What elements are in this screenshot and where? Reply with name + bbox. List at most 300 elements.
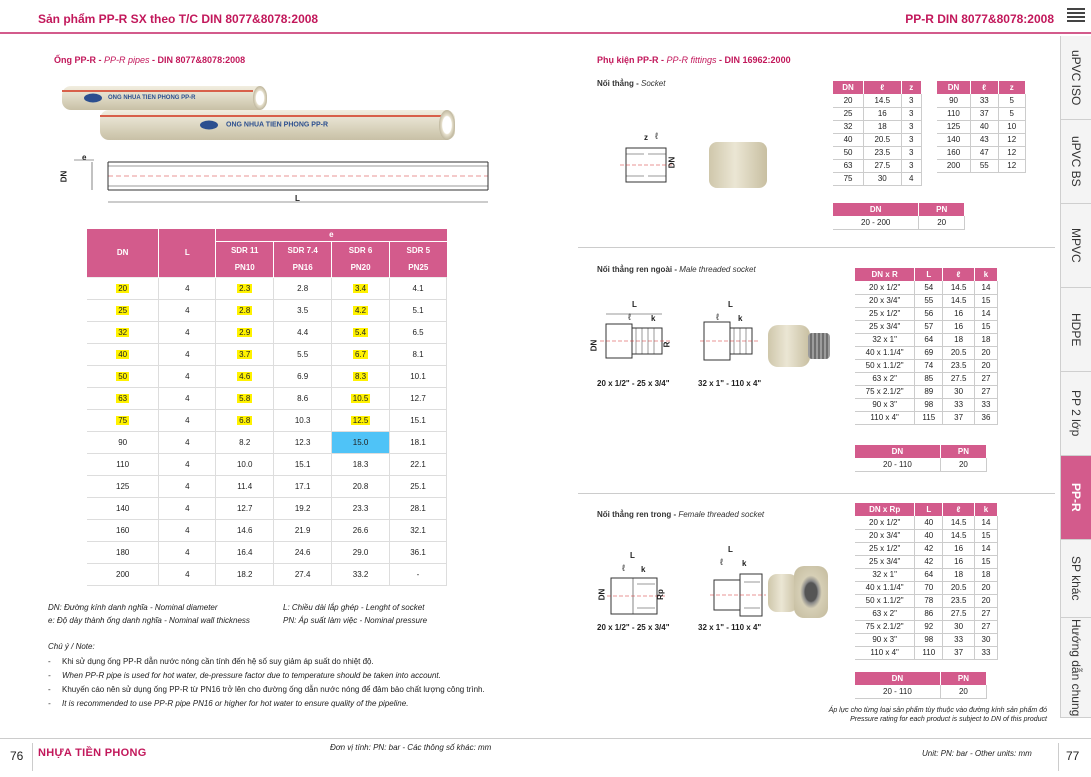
table-cell: 20.5 bbox=[943, 581, 975, 594]
table-cell: 3.5 bbox=[274, 299, 332, 321]
table-cell: 4 bbox=[901, 172, 922, 185]
table-cell: 20 bbox=[974, 359, 997, 372]
table-row bbox=[833, 94, 922, 107]
socket-photo bbox=[709, 142, 767, 188]
table-cell: 2.9 bbox=[216, 321, 274, 343]
table-cell: 140 bbox=[87, 497, 159, 519]
table-cell: 27 bbox=[974, 620, 997, 633]
left-page-title: Sản phẩm PP-R SX theo T/C DIN 8077&8078:2008 bbox=[38, 12, 319, 26]
table-cell: 6.8 bbox=[216, 409, 274, 431]
table-cell: 25 x 3/4" bbox=[855, 555, 915, 568]
table-cell: 55 bbox=[971, 159, 998, 172]
table-cell: 18 bbox=[864, 120, 901, 133]
col-header-pn: PN25 bbox=[390, 259, 447, 277]
col-header-pn: PN10 bbox=[216, 259, 274, 277]
col-header-pn: PN20 bbox=[332, 259, 390, 277]
table-cell: 27.5 bbox=[864, 159, 901, 172]
male-caption-1: 20 x 1/2" - 25 x 3/4" bbox=[597, 379, 670, 388]
female-dim-L-1: L bbox=[630, 551, 635, 560]
table-cell: 86 bbox=[915, 607, 943, 620]
tab-upvc-bs[interactable]: uPVC BS bbox=[1060, 120, 1091, 204]
table-cell: 25 x 1/2" bbox=[855, 542, 915, 555]
female-dim-l-1: ℓ bbox=[622, 563, 625, 573]
table-row bbox=[937, 120, 1026, 133]
table-cell: 3 bbox=[901, 107, 922, 120]
table-row bbox=[87, 519, 447, 541]
table-row bbox=[87, 475, 447, 497]
table-cell: 4.1 bbox=[390, 277, 447, 299]
pipe-image-small bbox=[62, 86, 267, 110]
table-row bbox=[855, 516, 998, 529]
table-cell: 180 bbox=[87, 541, 159, 563]
female-socket-table: DN x Rp L ℓ k 20 x 1/2" 40 14.5 14 20 x 3/4" 40 14.5 15 25 x 1/2" 42 16 14 25 x 3/4" 42 16 15 32 x 1" 64 18 18 40 x 1.1/4" 70 20.5 20 50 x 1.1/2" 78 23.5 20 63 x 2" 86 27.5 27 75 x 2.1/2" 92 30 27 90 x 3" 98 33 30 110 x 4" 110 37 33 bbox=[855, 503, 998, 660]
table-cell: 5 bbox=[998, 107, 1026, 120]
table-row bbox=[937, 159, 1026, 172]
tab-huong-dan-chung[interactable]: Hướng dẫn chung bbox=[1060, 618, 1091, 718]
table-cell: 4 bbox=[159, 343, 216, 365]
table-cell: 20 bbox=[974, 594, 997, 607]
table-row bbox=[87, 431, 447, 453]
female-pn-table: DN PN 20 - 110 20 bbox=[855, 672, 987, 699]
table-cell: 12.7 bbox=[390, 387, 447, 409]
table-cell: 10.1 bbox=[390, 365, 447, 387]
table-cell: 42 bbox=[915, 542, 943, 555]
col-header-dn: DN bbox=[87, 229, 159, 277]
table-cell: 110 bbox=[915, 646, 943, 659]
table-cell: 75 x 2.1/2" bbox=[855, 385, 915, 398]
table-row bbox=[833, 107, 922, 120]
table-cell: 32 bbox=[87, 321, 159, 343]
side-nav bbox=[1060, 36, 1091, 718]
table-row bbox=[833, 146, 922, 159]
table-cell: 40 bbox=[87, 343, 159, 365]
table-cell: 20 bbox=[833, 94, 864, 107]
table-row bbox=[855, 346, 998, 359]
table-cell: 78 bbox=[915, 594, 943, 607]
table-cell: 20 bbox=[87, 277, 159, 299]
table-cell: 5.8 bbox=[216, 387, 274, 409]
table-cell: 14.5 bbox=[943, 294, 975, 307]
table-cell: 2.8 bbox=[274, 277, 332, 299]
table-cell: 50 x 1.1/2" bbox=[855, 359, 915, 372]
male-socket-drawing-1 bbox=[600, 310, 670, 368]
table-cell: 14.5 bbox=[943, 516, 975, 529]
table-cell: 14.5 bbox=[864, 94, 901, 107]
table-cell: 5.4 bbox=[332, 321, 390, 343]
table-cell: 11.4 bbox=[216, 475, 274, 497]
socket-title: Nối thẳng - Socket bbox=[597, 79, 666, 88]
table-cell: 160 bbox=[937, 146, 971, 159]
table-row bbox=[87, 343, 447, 365]
male-dim-dn-1: DN bbox=[589, 339, 599, 352]
tab-upvc-iso[interactable]: uPVC ISO bbox=[1060, 36, 1091, 120]
tab-pp-r[interactable]: PP-R bbox=[1060, 456, 1091, 540]
table-row bbox=[833, 133, 922, 146]
table-cell: 15.1 bbox=[274, 453, 332, 475]
table-cell: 25 x 1/2" bbox=[855, 307, 915, 320]
female-dim-k-1: k bbox=[641, 565, 646, 574]
male-socket-table: DN x R L ℓ k 20 x 1/2" 54 14.5 14 20 x 3/4" 55 14.5 15 25 x 1/2" 56 16 14 25 x 3/4" 57 16 15 32 x 1" 64 18 18 40 x 1.1/4" 69 20.5 20 50 x 1.1/2" 74 23.5 20 63 x 2" 85 27.5 27 75 x 2.1/2" 89 30 27 90 x 3" 98 33 33 110 x 4" 115 37 36 bbox=[855, 268, 998, 425]
table-cell: 25 x 3/4" bbox=[855, 320, 915, 333]
page-number-left: 76 bbox=[10, 749, 24, 763]
col-header-sdr: SDR 7.4 bbox=[274, 241, 332, 259]
table-row bbox=[87, 497, 447, 519]
table-cell: 27 bbox=[974, 372, 997, 385]
table-cell: 56 bbox=[915, 307, 943, 320]
table-cell: 30 bbox=[864, 172, 901, 185]
table-cell: 4 bbox=[159, 277, 216, 299]
table-cell: 40 bbox=[915, 516, 943, 529]
female-dim-L-2: L bbox=[728, 545, 733, 554]
table-row bbox=[855, 294, 998, 307]
table-cell: 23.5 bbox=[943, 594, 975, 607]
table-row bbox=[87, 387, 447, 409]
right-page-title: PP-R DIN 8077&8078:2008 bbox=[905, 12, 1054, 26]
table-cell: 27.5 bbox=[943, 607, 975, 620]
table-cell: 90 bbox=[87, 431, 159, 453]
table-cell: 32 x 1" bbox=[855, 568, 915, 581]
table-row bbox=[855, 607, 998, 620]
table-cell: 36 bbox=[974, 411, 997, 424]
table-cell: 15.1 bbox=[390, 409, 447, 431]
table-cell: 40 bbox=[971, 120, 998, 133]
table-row bbox=[855, 581, 998, 594]
page-header bbox=[0, 0, 1091, 34]
table-row bbox=[855, 385, 998, 398]
table-cell: 33.2 bbox=[332, 563, 390, 585]
table-cell: 33 bbox=[974, 646, 997, 659]
brand-name: NHỰA TIỀN PHONG bbox=[38, 747, 147, 759]
table-cell: 8.1 bbox=[390, 343, 447, 365]
table-cell: 15 bbox=[974, 294, 997, 307]
table-cell: 18.2 bbox=[216, 563, 274, 585]
table-cell: 33 bbox=[943, 398, 975, 411]
table-cell: 64 bbox=[915, 568, 943, 581]
unit-note-vi: Đơn vị tính: PN: bar - Các thông số khác: mm bbox=[330, 743, 492, 752]
male-thread-photo bbox=[808, 333, 830, 359]
table-cell: 200 bbox=[87, 563, 159, 585]
male-dim-l-1: ℓ bbox=[628, 312, 631, 322]
menu-icon[interactable] bbox=[1067, 8, 1085, 24]
female-dim-l-2: ℓ bbox=[720, 557, 723, 567]
table-row bbox=[87, 453, 447, 475]
table-cell: 10.5 bbox=[332, 387, 390, 409]
note-list bbox=[48, 655, 485, 711]
table-cell: 20 x 1/2" bbox=[855, 281, 915, 294]
brand-logo-icon bbox=[84, 94, 102, 103]
table-cell: 16 bbox=[943, 320, 975, 333]
pipes-section-title: Ống PP-R - PP-R pipes - DIN 8077&8078:2008 bbox=[54, 55, 246, 65]
table-cell: 25 bbox=[833, 107, 864, 120]
legend-e: e: Độ dày thành ống danh nghĩa - Nominal wall thickness bbox=[48, 616, 250, 625]
col-header-sdr: SDR 11 bbox=[216, 241, 274, 259]
table-cell: 5 bbox=[998, 94, 1026, 107]
table-cell: 29.0 bbox=[332, 541, 390, 563]
table-cell: 15.0 bbox=[332, 431, 390, 453]
table-row bbox=[87, 321, 447, 343]
table-cell: 12.7 bbox=[216, 497, 274, 519]
table-cell: 20 x 1/2" bbox=[855, 516, 915, 529]
male-socket-drawing-2 bbox=[700, 310, 758, 368]
table-cell: 6.9 bbox=[274, 365, 332, 387]
table-cell: 69 bbox=[915, 346, 943, 359]
table-cell: 63 bbox=[87, 387, 159, 409]
table-cell: 30 bbox=[943, 385, 975, 398]
table-cell: 12 bbox=[998, 133, 1026, 146]
table-row bbox=[937, 133, 1026, 146]
table-row bbox=[855, 333, 998, 346]
male-dim-k-2: k bbox=[738, 314, 743, 323]
table-cell: 12 bbox=[998, 146, 1026, 159]
table-cell: 5.1 bbox=[390, 299, 447, 321]
table-cell: 4 bbox=[159, 431, 216, 453]
table-cell: 18 bbox=[943, 568, 975, 581]
table-row bbox=[937, 146, 1026, 159]
table-row bbox=[855, 372, 998, 385]
table-row bbox=[855, 568, 998, 581]
table-cell: 50 x 1.1/2" bbox=[855, 594, 915, 607]
table-cell: 5.5 bbox=[274, 343, 332, 365]
table-cell: 12 bbox=[998, 159, 1026, 172]
table-row bbox=[855, 646, 998, 659]
table-cell: 110 bbox=[937, 107, 971, 120]
tab-mpvc[interactable]: MPVC bbox=[1060, 204, 1091, 288]
male-pn-table: DN PN 20 - 110 20 bbox=[855, 445, 987, 472]
table-cell: 19.2 bbox=[274, 497, 332, 519]
pipe-image-large bbox=[100, 110, 455, 140]
table-cell: 26.6 bbox=[332, 519, 390, 541]
page-footer bbox=[0, 738, 1091, 777]
table-cell: 6.7 bbox=[332, 343, 390, 365]
table-cell: 4.4 bbox=[274, 321, 332, 343]
page-number-right: 77 bbox=[1066, 749, 1080, 763]
table-cell: 18.1 bbox=[390, 431, 447, 453]
table-cell: 3.7 bbox=[216, 343, 274, 365]
table-cell: 22.1 bbox=[390, 453, 447, 475]
table-cell: 37 bbox=[971, 107, 998, 120]
table-cell: 4 bbox=[159, 541, 216, 563]
section-divider bbox=[578, 493, 1055, 494]
dim-dn-label: DN bbox=[59, 170, 69, 183]
table-row bbox=[937, 94, 1026, 107]
table-cell: 3 bbox=[901, 159, 922, 172]
table-row bbox=[87, 277, 447, 299]
table-cell: 3 bbox=[901, 146, 922, 159]
table-cell: 75 bbox=[833, 172, 864, 185]
table-cell: 14 bbox=[974, 307, 997, 320]
socket-dim-l: ℓ bbox=[655, 131, 658, 141]
table-cell: 43 bbox=[971, 133, 998, 146]
table-cell: 4 bbox=[159, 563, 216, 585]
table-cell: 18 bbox=[974, 333, 997, 346]
table-cell: 16 bbox=[943, 555, 975, 568]
table-row bbox=[87, 563, 447, 585]
table-cell: 17.1 bbox=[274, 475, 332, 497]
table-cell: 20.8 bbox=[332, 475, 390, 497]
table-cell: 33 bbox=[974, 398, 997, 411]
table-cell: 4 bbox=[159, 321, 216, 343]
male-dim-k-1: k bbox=[651, 314, 656, 323]
table-cell: 75 bbox=[87, 409, 159, 431]
unit-note-en: Unit: PN: bar - Other units: mm bbox=[922, 749, 1032, 758]
table-cell: 3.4 bbox=[332, 277, 390, 299]
table-cell: 4 bbox=[159, 299, 216, 321]
table-cell: 16 bbox=[943, 542, 975, 555]
table-row bbox=[833, 159, 922, 172]
table-cell: 140 bbox=[937, 133, 971, 146]
male-socket-photo bbox=[768, 325, 810, 367]
pressure-note-en: Pressure rating for each product is subject to DN of this product bbox=[850, 716, 1047, 723]
table-cell: 10.3 bbox=[274, 409, 332, 431]
pipe-drawing bbox=[60, 150, 500, 212]
female-dim-rp: Rp bbox=[655, 589, 665, 600]
table-cell: 40 x 1.1/4" bbox=[855, 581, 915, 594]
table-cell: 110 x 4" bbox=[855, 411, 915, 424]
table-cell: 110 x 4" bbox=[855, 646, 915, 659]
socket-dim-z: z bbox=[644, 133, 648, 142]
table-cell: 32 x 1" bbox=[855, 333, 915, 346]
female-caption-1: 20 x 1/2" - 25 x 3/4" bbox=[597, 623, 670, 632]
table-cell: 37 bbox=[943, 646, 975, 659]
table-row bbox=[937, 107, 1026, 120]
table-cell: 25.1 bbox=[390, 475, 447, 497]
table-cell: 28.1 bbox=[390, 497, 447, 519]
table-row bbox=[855, 320, 998, 333]
table-cell: 14.5 bbox=[943, 281, 975, 294]
tab-hdpe[interactable]: HDPE bbox=[1060, 288, 1091, 372]
table-row bbox=[833, 172, 922, 185]
note-item: - Khuyến cáo nên sử dụng ống PP-R từ PN16 trở lên cho đường ống dẫn nước nóng để đảm bảo chất lượng công trình. bbox=[48, 683, 485, 697]
table-cell: 27.4 bbox=[274, 563, 332, 585]
table-cell: 3 bbox=[901, 133, 922, 146]
male-dim-r: R bbox=[662, 341, 672, 348]
table-cell: 40 bbox=[915, 529, 943, 542]
legend-pn: PN: Áp suất làm việc - Nominal pressure bbox=[283, 616, 428, 625]
table-cell: 14.6 bbox=[216, 519, 274, 541]
table-cell: 63 x 2" bbox=[855, 372, 915, 385]
table-cell: 18.3 bbox=[332, 453, 390, 475]
table-cell: 12.3 bbox=[274, 431, 332, 453]
table-cell: 14 bbox=[974, 542, 997, 555]
table-cell: 36.1 bbox=[390, 541, 447, 563]
brand-logo-icon bbox=[200, 121, 218, 130]
table-cell: 98 bbox=[915, 633, 943, 646]
table-row bbox=[87, 409, 447, 431]
table-cell: 27 bbox=[974, 607, 997, 620]
table-row bbox=[855, 620, 998, 633]
table-cell: 74 bbox=[915, 359, 943, 372]
table-cell: 32 bbox=[833, 120, 864, 133]
table-cell: 50 bbox=[833, 146, 864, 159]
pressure-note-vi: Áp lực cho từng loại sản phẩm tùy thuộc vào đường kính sản phẩm đó bbox=[828, 707, 1047, 714]
tab-pp-2-lop[interactable]: PP 2 lớp bbox=[1060, 372, 1091, 456]
table-cell: 20 bbox=[974, 581, 997, 594]
table-cell: 63 x 2" bbox=[855, 607, 915, 620]
table-cell: 12.5 bbox=[332, 409, 390, 431]
table-cell: 27.5 bbox=[943, 372, 975, 385]
table-cell: 20.5 bbox=[943, 346, 975, 359]
table-cell: 98 bbox=[915, 398, 943, 411]
table-cell: 40 x 1.1/4" bbox=[855, 346, 915, 359]
table-cell: 47 bbox=[971, 146, 998, 159]
table-cell: 85 bbox=[915, 372, 943, 385]
table-cell: 4 bbox=[159, 409, 216, 431]
table-cell: 89 bbox=[915, 385, 943, 398]
table-cell: 110 bbox=[87, 453, 159, 475]
table-cell: 14 bbox=[974, 281, 997, 294]
table-cell: 23.3 bbox=[332, 497, 390, 519]
table-cell: 64 bbox=[915, 333, 943, 346]
dim-e-label: e bbox=[82, 153, 87, 162]
table-cell: 24.6 bbox=[274, 541, 332, 563]
table-cell: 90 x 3" bbox=[855, 398, 915, 411]
table-cell: 125 bbox=[87, 475, 159, 497]
table-cell: 20 x 3/4" bbox=[855, 529, 915, 542]
table-row bbox=[855, 542, 998, 555]
tab-sp-khac[interactable]: SP khác bbox=[1060, 540, 1091, 618]
table-cell: 18 bbox=[974, 568, 997, 581]
table-cell: 4 bbox=[159, 475, 216, 497]
table-cell: 15 bbox=[974, 529, 997, 542]
fittings-section-title: Phụ kiện PP-R - PP-R fittings - DIN 16962:2000 bbox=[597, 55, 791, 65]
table-cell: 20 x 3/4" bbox=[855, 294, 915, 307]
table-cell: 8.2 bbox=[216, 431, 274, 453]
section-divider bbox=[578, 247, 1055, 248]
table-cell: 14 bbox=[974, 516, 997, 529]
table-cell: 4.6 bbox=[216, 365, 274, 387]
female-socket-title: Nối thẳng ren trong - Female threaded socket bbox=[597, 510, 765, 519]
pipe-label-large: ONG NHUA TIEN PHONG PP-R bbox=[226, 121, 329, 129]
female-caption-2: 32 x 1" - 110 x 4" bbox=[698, 623, 762, 632]
table-cell: 21.9 bbox=[274, 519, 332, 541]
note-title: Chú ý / Note: bbox=[48, 642, 95, 651]
socket-pn-table: DN PN 20 - 200 20 bbox=[833, 203, 965, 230]
table-cell: 16 bbox=[864, 107, 901, 120]
col-header-l: L bbox=[159, 229, 216, 277]
table-cell: 57 bbox=[915, 320, 943, 333]
female-dim-dn-1: DN bbox=[597, 588, 607, 601]
col-header-sdr: SDR 5 bbox=[390, 241, 447, 259]
table-row bbox=[87, 299, 447, 321]
female-socket-drawing-2 bbox=[710, 566, 766, 618]
table-cell: 10 bbox=[998, 120, 1026, 133]
legend-dn: DN: Đường kính danh nghĩa - Nominal diameter bbox=[48, 603, 218, 612]
female-dim-k-2: k bbox=[742, 559, 747, 568]
table-cell: 20 bbox=[974, 346, 997, 359]
table-cell: 50 bbox=[87, 365, 159, 387]
female-thread-photo bbox=[794, 566, 828, 618]
table-cell: 33 bbox=[943, 633, 975, 646]
table-cell: 37 bbox=[943, 411, 975, 424]
table-cell: 115 bbox=[915, 411, 943, 424]
table-cell: 2.3 bbox=[216, 277, 274, 299]
table-cell: 40 bbox=[833, 133, 864, 146]
male-caption-2: 32 x 1" - 110 x 4" bbox=[698, 379, 762, 388]
male-dim-L-2: L bbox=[728, 300, 733, 309]
table-cell: 2.8 bbox=[216, 299, 274, 321]
male-socket-title: Nối thẳng ren ngoài - Male threaded socket bbox=[597, 265, 756, 274]
table-cell: 90 x 3" bbox=[855, 633, 915, 646]
table-cell: 3 bbox=[901, 120, 922, 133]
table-cell: 160 bbox=[87, 519, 159, 541]
table-cell: 4 bbox=[159, 365, 216, 387]
table-row bbox=[855, 359, 998, 372]
table-cell: 30 bbox=[943, 620, 975, 633]
table-cell: 90 bbox=[937, 94, 971, 107]
pipe-label-small: ONG NHUA TIEN PHONG PP-R bbox=[108, 95, 196, 101]
table-cell: 23.5 bbox=[943, 359, 975, 372]
table-row bbox=[855, 633, 998, 646]
